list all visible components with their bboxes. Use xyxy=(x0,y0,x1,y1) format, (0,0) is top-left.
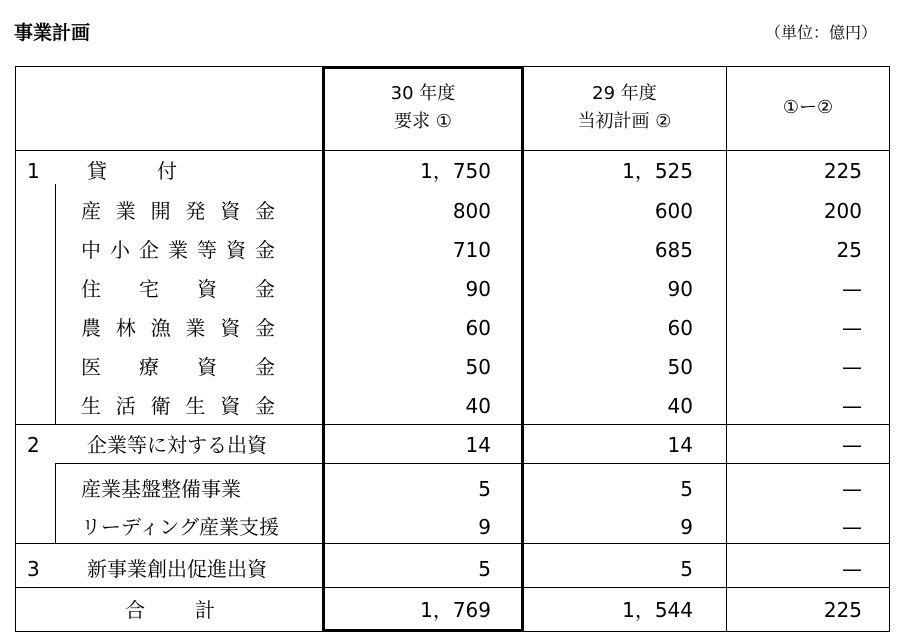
total-value-diff: 225 xyxy=(823,598,862,622)
row-value-plan: 90 xyxy=(667,277,693,301)
page-title: 事業計画 xyxy=(14,22,91,44)
business-plan-table xyxy=(15,66,890,632)
total-label: 合 計 xyxy=(125,598,215,622)
header-request-year: 30 年度 xyxy=(390,83,456,104)
row-value-diff: 200 xyxy=(823,199,862,223)
header-diff: ①ー② xyxy=(782,97,834,118)
row-value-request: 9 xyxy=(478,515,491,539)
row-value-request: 1，750 xyxy=(420,159,491,183)
row-label: 新事業創出促進出資 xyxy=(87,557,267,581)
row-value-diff: — xyxy=(842,433,862,457)
row-label: 企業等に対する出資 xyxy=(87,433,267,457)
row-value-request: 710 xyxy=(452,238,491,262)
total-value-request: 1，769 xyxy=(420,598,491,622)
indent-line-2 xyxy=(55,463,56,543)
row-value-plan: 50 xyxy=(667,355,693,379)
row-value-diff: — xyxy=(842,515,862,539)
row-value-request: 14 xyxy=(465,433,491,457)
row-value-request: 5 xyxy=(478,477,491,501)
row-value-plan: 1，525 xyxy=(622,159,693,183)
row-value-diff: 225 xyxy=(823,159,862,183)
row-label: 産業基盤整備事業 xyxy=(81,477,241,501)
row-no: 2 xyxy=(27,433,40,457)
row-value-diff: — xyxy=(842,477,862,501)
header-plan xyxy=(523,80,726,136)
total-value-plan: 1，544 xyxy=(622,598,693,622)
header-plan-label: 当初計画 ② xyxy=(577,111,672,132)
row-value-diff: 25 xyxy=(836,238,862,262)
row-value-request: 800 xyxy=(452,199,491,223)
row-value-diff: — xyxy=(842,394,862,418)
row-label: リーディング産業支援 xyxy=(81,515,279,539)
row-value-request: 60 xyxy=(465,316,491,340)
row-value-plan: 9 xyxy=(680,515,693,539)
row-label: 農 林 漁 業 資 金 xyxy=(81,316,275,340)
row-value-request: 40 xyxy=(465,394,491,418)
row-value-request: 90 xyxy=(465,277,491,301)
row-value-diff: — xyxy=(842,557,862,581)
row-no: 1 xyxy=(27,159,40,183)
row-value-plan: 5 xyxy=(680,477,693,501)
row-value-request: 50 xyxy=(465,355,491,379)
row-label: 中 小 企 業 等 資 金 xyxy=(81,238,275,262)
header-plan-year: 29 年度 xyxy=(592,83,657,104)
row-value-diff: — xyxy=(842,355,862,379)
row-label: 住 宅 資 金 xyxy=(81,277,275,301)
row-value-request: 5 xyxy=(478,557,491,581)
row-label: 生 活 衛 生 資 金 xyxy=(81,394,275,418)
row-label: 貸 付 xyxy=(87,159,177,183)
row-value-plan: 60 xyxy=(667,316,693,340)
row-value-plan: 40 xyxy=(667,394,693,418)
row-label: 医 療 資 金 xyxy=(81,355,275,379)
row-label: 産 業 開 発 資 金 xyxy=(81,199,275,223)
header-request-label: 要求 ① xyxy=(394,111,452,132)
row-value-plan: 600 xyxy=(654,199,693,223)
row-value-diff: — xyxy=(842,277,862,301)
header-request xyxy=(323,80,523,136)
row-value-plan: 14 xyxy=(667,433,693,457)
row-value-diff: — xyxy=(842,316,862,340)
request-column-highlight xyxy=(322,66,524,632)
indent-line xyxy=(55,184,56,424)
row-value-plan: 685 xyxy=(654,238,693,262)
row-no: 3 xyxy=(27,557,40,581)
unit-label: （単位：億円） xyxy=(765,23,878,42)
row-value-plan: 5 xyxy=(680,557,693,581)
